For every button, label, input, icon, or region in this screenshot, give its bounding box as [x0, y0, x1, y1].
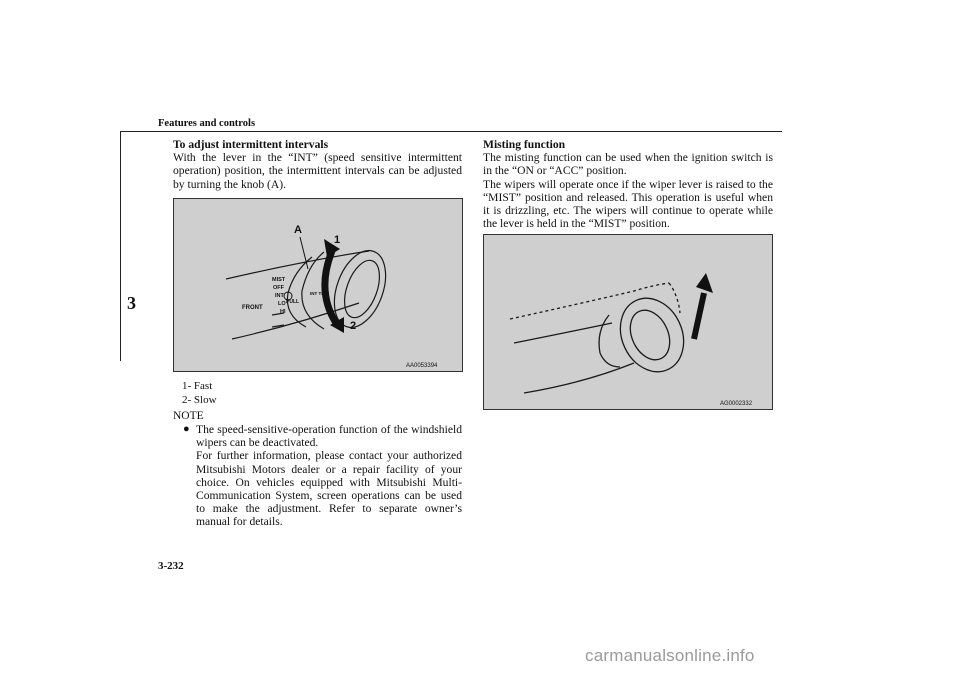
- raised-position-outline: [510, 283, 669, 319]
- label-pull: PULL: [286, 299, 300, 305]
- intermittent-body: With the lever in the “INT” (speed sensitive intermittent operation) position, the intermittent intervals can be adjusted by turning the knob (A).: [173, 151, 462, 191]
- figure-id-right: AG0002332: [720, 401, 753, 407]
- section-title-misting: Misting function: [483, 138, 566, 151]
- figure-id-left: AA0053394: [406, 363, 438, 369]
- label-1: 1: [334, 234, 341, 246]
- label-a: A: [294, 224, 302, 236]
- note-title: NOTE: [173, 410, 204, 422]
- note-line-2: For further information, please contact your authorized Mitsubishi Motors dealer or a repair facility of your choice. On vehicles equipped with Mitsubishi Multi-Communication System, screen operations can be used to make the adjustment. Refer to separate owner’s manual for details.: [196, 449, 462, 529]
- running-header: Features and controls: [158, 118, 256, 129]
- label-2: 2: [350, 320, 357, 332]
- left-intro: [173, 138, 462, 191]
- lever-end-inner: [338, 256, 387, 323]
- note-bullet-icon: ●: [183, 423, 190, 435]
- note-item: [183, 423, 462, 529]
- chapter-number: 3: [127, 293, 136, 313]
- section-title-intermittent: To adjust intermittent intervals: [173, 138, 329, 151]
- figure-knob-adjust: [173, 198, 463, 372]
- arrow-up-icon: [696, 273, 713, 293]
- label-int: INT: [275, 293, 284, 299]
- header-rule: [120, 131, 782, 132]
- label-lo: LO: [278, 301, 286, 307]
- mist-lever-arrow-shaft: [694, 293, 704, 339]
- label-off: OFF: [273, 285, 284, 291]
- label-int-time: INT TIME: [310, 291, 330, 296]
- figure-mist-lever: [483, 234, 773, 410]
- right-intro: [483, 138, 773, 230]
- figure-legend: [182, 380, 217, 407]
- watermark: carmanualsonline.info: [585, 646, 755, 665]
- misting-para-1: The misting function can be used when the ignition switch is in the “ON or “ACC” position.: [483, 151, 773, 178]
- lever-body-top: [514, 323, 612, 343]
- chapter-tab-rule: [120, 131, 121, 361]
- legend-slow: 2- Slow: [182, 393, 217, 406]
- lever-grip: [599, 315, 620, 367]
- lever-collar: [287, 257, 312, 327]
- label-mist: MIST: [272, 277, 286, 283]
- page-number: 3-232: [158, 560, 184, 572]
- misting-para-2: The wipers will operate once if the wiper lever is raised to the “MIST” position and released. This operation is useful when it is drizzling, etc. The wipers will continue to operate while the lever is held in the “MIST” position.: [483, 177, 773, 231]
- knob-rotation-arc: [325, 251, 336, 323]
- label-hi: HI: [280, 309, 286, 315]
- label-front: FRONT: [242, 305, 263, 311]
- note-line-1: The speed-sensitive-operation function of the windshield wipers can be deactivated.: [196, 423, 462, 450]
- legend-fast: 1- Fast: [182, 380, 213, 392]
